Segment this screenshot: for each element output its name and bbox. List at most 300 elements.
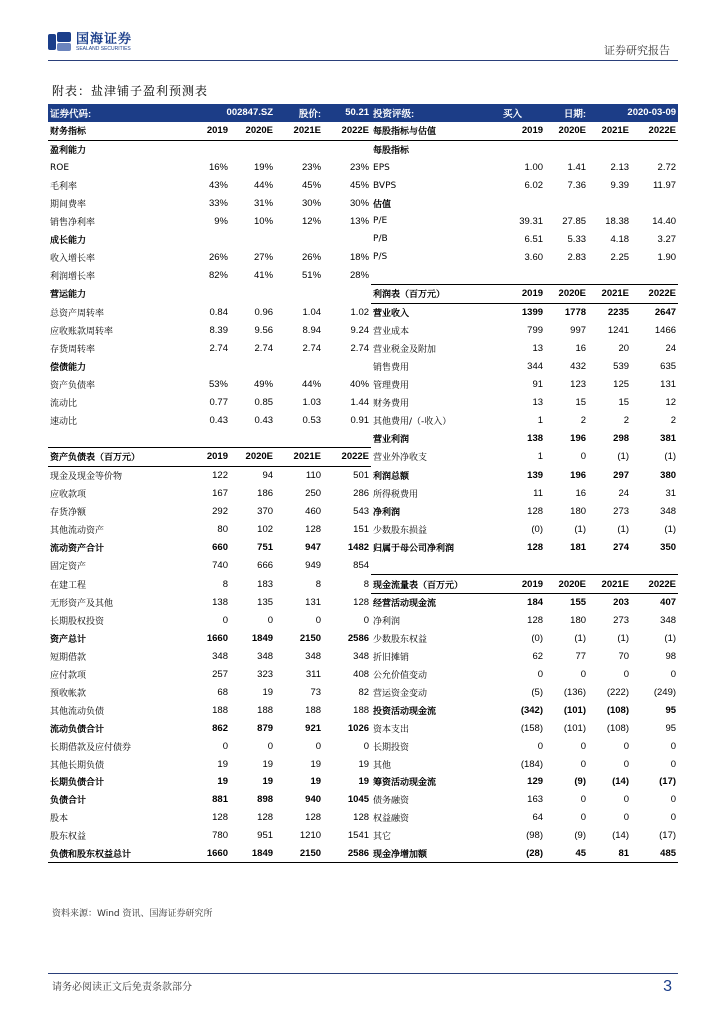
table-cell: 速动比 <box>50 416 78 427</box>
table-cell: 311 <box>305 669 322 681</box>
table-cell: (136) <box>563 686 587 698</box>
logo-name-en: SEALAND SECURITIES <box>76 46 131 52</box>
table-cell: 投资活动现金流 <box>373 706 437 717</box>
table-cell: 123 <box>570 378 587 390</box>
table-cell: (1) <box>664 523 677 535</box>
table-cell: 125 <box>613 378 630 390</box>
table-cell: 348 <box>353 651 370 663</box>
table-cell: 348 <box>660 506 677 518</box>
table-cell <box>275 284 323 303</box>
table-cell: 0 <box>623 794 630 806</box>
table-cell: 营业收入 <box>373 309 410 320</box>
page-number: 3 <box>663 978 672 995</box>
table-cell: 资产负债表（百万元） <box>48 447 180 466</box>
table-cell: (342) <box>520 704 544 716</box>
table-cell: 73 <box>310 686 322 698</box>
table-row <box>48 666 678 684</box>
table-row <box>48 466 678 484</box>
table-cell: 0 <box>267 615 274 627</box>
table-cell: 0 <box>670 812 677 824</box>
table-cell: 370 <box>257 506 274 518</box>
table-cell: 19 <box>310 776 322 788</box>
table-cell: 1660 <box>206 633 228 645</box>
table-cell: 4.18 <box>610 233 630 245</box>
table-cell: 资本支出 <box>373 724 410 735</box>
table-cell: 18.38 <box>605 215 630 227</box>
table-cell: 0.96 <box>254 306 274 318</box>
table-cell: 10% <box>254 215 274 227</box>
table-cell <box>588 266 631 284</box>
table-cell <box>545 140 588 158</box>
table-cell: 财务指标 <box>48 122 180 140</box>
table-cell: (222) <box>606 686 630 698</box>
table-cell <box>588 556 631 574</box>
table-cell <box>323 429 371 447</box>
table-cell: 131 <box>305 597 322 609</box>
rating-value: 买入 <box>501 104 545 122</box>
table-cell: 筹资活动现金流 <box>373 778 437 789</box>
table-cell <box>371 556 501 574</box>
table-cell: 9% <box>214 215 228 227</box>
table-cell: 毛利率 <box>50 182 78 192</box>
table-cell: 1210 <box>299 830 322 842</box>
table-cell: (0) <box>531 633 544 645</box>
table-cell: 26% <box>302 251 322 263</box>
table-cell: 41% <box>254 269 274 281</box>
table-cell: 19 <box>358 776 370 788</box>
table-cell: 利润总额 <box>373 472 410 482</box>
table-cell: 186 <box>257 488 274 500</box>
table-cell: 380 <box>660 470 677 481</box>
table-cell: 64 <box>532 812 544 824</box>
table-cell: 0 <box>222 615 228 627</box>
table-cell <box>230 140 275 158</box>
table-cell: 成长能力 <box>50 235 87 246</box>
table-cell: 固定资产 <box>50 561 87 572</box>
table-cell: 151 <box>353 523 370 535</box>
table-cell: (1) <box>664 451 677 463</box>
table-cell <box>631 194 678 212</box>
table-cell: 1 <box>537 451 544 463</box>
table-cell: 128 <box>527 541 544 553</box>
table-cell: 128 <box>527 615 544 627</box>
table-cell: 0.43 <box>209 414 228 426</box>
report-date: 2020-03-09 <box>588 104 678 122</box>
table-cell: 666 <box>257 559 274 571</box>
table-cell: 110 <box>305 470 322 482</box>
table-cell: 2150 <box>275 845 323 863</box>
table-cell: 951 <box>257 830 274 842</box>
table-cell: 19 <box>310 758 322 770</box>
table-cell: 0.43 <box>254 414 274 426</box>
table-cell: 881 <box>212 794 228 806</box>
table-cell: 181 <box>570 541 587 553</box>
table-cell: 0 <box>623 812 630 824</box>
table-cell: 24 <box>665 343 677 355</box>
table-cell: 135 <box>257 597 274 609</box>
table-cell: 16 <box>575 343 587 355</box>
table-cell: 2020E <box>545 575 588 594</box>
table-cell: (101) <box>563 722 587 734</box>
table-cell: (108) <box>606 704 630 716</box>
table-cell: 2021E <box>588 284 631 303</box>
table-cell: 62 <box>532 651 544 663</box>
table-cell: 19% <box>254 162 274 174</box>
table-cell: 292 <box>212 506 228 518</box>
table-cell: 2020E <box>230 122 275 140</box>
table-cell: 长期投资 <box>373 742 410 753</box>
table-cell: 盈利能力 <box>50 146 87 157</box>
table-row <box>48 212 678 230</box>
table-cell: 2020E <box>230 447 275 466</box>
table-row <box>48 122 678 140</box>
table-cell: 257 <box>212 669 228 681</box>
table-cell: 0 <box>363 615 370 627</box>
table-cell: 188 <box>353 704 370 716</box>
table-cell: 8 <box>315 578 322 590</box>
table-row <box>48 538 678 556</box>
table-cell: 2647 <box>654 307 677 319</box>
table-cell: 543 <box>353 506 370 518</box>
table-row <box>48 575 678 594</box>
table-cell: 0 <box>580 812 587 824</box>
table-cell: 无形资产及其他 <box>50 599 114 610</box>
table-cell: 30% <box>302 197 322 209</box>
table-cell: 1.44 <box>350 396 370 408</box>
table-cell: (28) <box>501 845 545 863</box>
table-cell: 现金及现金等价物 <box>50 472 123 483</box>
table-cell: 2020E <box>545 284 588 303</box>
table-cell: 68 <box>217 686 228 698</box>
table-cell: 2 <box>670 414 677 426</box>
table-cell <box>371 266 501 284</box>
table-row <box>48 357 678 375</box>
table-cell: (101) <box>563 704 587 716</box>
table-cell: 2.74 <box>302 343 322 355</box>
table-cell: 9.39 <box>610 180 630 191</box>
table-cell: 350 <box>660 541 677 553</box>
table-cell: 2019 <box>180 447 230 466</box>
table-cell: 188 <box>212 704 228 716</box>
table-cell: 股东权益 <box>50 832 87 843</box>
table-cell: 2.72 <box>657 162 677 174</box>
table-cell: 2019 <box>501 122 545 140</box>
table-cell: 2.25 <box>610 251 630 263</box>
table-cell: 16% <box>208 162 228 174</box>
table-cell: 799 <box>527 325 544 337</box>
table-cell: 348 <box>305 651 322 663</box>
table-cell: 1026 <box>347 722 370 734</box>
table-cell: 0.85 <box>254 396 274 408</box>
table-cell: 45% <box>350 180 370 191</box>
table-row <box>48 322 678 340</box>
table-cell: 15 <box>575 396 587 408</box>
table-cell: 1778 <box>564 307 587 319</box>
table-cell: 0 <box>537 740 544 752</box>
table-cell: (9) <box>574 776 587 788</box>
table-cell: P/S <box>373 252 388 263</box>
table-cell: 2021E <box>588 575 631 594</box>
table-cell: 2020E <box>545 122 588 140</box>
forecast-table <box>48 104 678 863</box>
table-row <box>48 556 678 574</box>
date-label: 日期: <box>545 104 588 122</box>
table-cell: (17) <box>659 830 677 842</box>
table-cell: 128 <box>305 812 322 824</box>
table-cell: 19 <box>262 686 274 698</box>
table-cell: 45 <box>545 845 588 863</box>
table-cell: 资产负债率 <box>50 380 96 391</box>
table-cell: 879 <box>257 722 274 734</box>
table-cell <box>230 429 275 447</box>
table-cell: 负债和股东权益总计 <box>48 845 180 863</box>
table-cell: (249) <box>653 686 677 698</box>
table-cell: 长期负债合计 <box>50 778 105 789</box>
table-cell: 344 <box>527 360 544 372</box>
table-cell: (9) <box>574 830 587 842</box>
table-cell: 82% <box>208 269 228 281</box>
table-cell: 24 <box>618 488 630 500</box>
table-cell: (14) <box>612 776 630 788</box>
table-cell: 2.13 <box>610 162 630 174</box>
table-cell: 183 <box>257 578 274 590</box>
table-cell: 155 <box>570 597 587 609</box>
table-cell: (108) <box>606 722 630 734</box>
table-cell: 1849 <box>230 845 275 863</box>
table-cell: 估值 <box>373 199 392 210</box>
table-cell: 949 <box>305 559 322 571</box>
table-cell: 138 <box>527 432 544 444</box>
table-cell: 12% <box>302 215 322 227</box>
table-cell: 30% <box>350 197 370 209</box>
table-cell: 381 <box>660 432 677 444</box>
table-cell <box>180 357 230 375</box>
table-cell: (1) <box>574 633 587 645</box>
table-cell: 营业税金及附加 <box>373 345 437 356</box>
table-cell: (1) <box>617 523 630 535</box>
table-cell: 其它 <box>373 832 392 843</box>
table-cell: 经营活动现金流 <box>373 599 437 610</box>
table-cell: 23% <box>302 162 322 174</box>
table-cell: 31 <box>665 488 677 500</box>
rating-label: 投资评级: <box>371 104 501 122</box>
table-cell: 2 <box>580 414 587 426</box>
table-cell: 81 <box>588 845 631 863</box>
table-cell: 0 <box>580 758 587 770</box>
table-cell <box>323 140 371 158</box>
table-cell: 921 <box>305 722 322 734</box>
table-cell: 2235 <box>607 307 630 319</box>
table-cell: 1.02 <box>350 306 370 318</box>
table-row <box>48 266 678 284</box>
table-cell <box>631 140 678 158</box>
table-row <box>48 194 678 212</box>
table-cell: 1.03 <box>302 396 322 408</box>
table-cell: 27% <box>254 251 274 263</box>
table-cell: 780 <box>212 830 228 842</box>
table-cell: 408 <box>353 669 370 681</box>
table-cell: 财务费用 <box>373 398 410 409</box>
table-cell: 102 <box>257 523 274 535</box>
table-cell: 股本 <box>50 814 69 825</box>
table-cell: 485 <box>631 845 678 863</box>
table-cell: 5.33 <box>567 233 587 245</box>
table-cell: 2021E <box>588 122 631 140</box>
sealand-logo <box>48 32 132 54</box>
table-cell: 15 <box>618 396 630 408</box>
table-cell: 每股指标与估值 <box>371 122 501 140</box>
table-cell: 短期借款 <box>50 653 87 664</box>
table-cell <box>230 284 275 303</box>
table-cell: 196 <box>570 432 587 444</box>
table-cell: (0) <box>531 523 544 535</box>
table-cell: 其他 <box>373 760 392 771</box>
table-cell: 323 <box>257 669 274 681</box>
table-cell: 39.31 <box>519 215 544 227</box>
table-cell: 应付款项 <box>50 671 87 682</box>
table-cell: 997 <box>570 325 587 337</box>
table-cell: 13 <box>532 343 544 355</box>
table-cell: 16 <box>575 488 587 500</box>
table-cell: 3.60 <box>524 251 544 263</box>
table-cell: 180 <box>570 615 587 627</box>
table-cell <box>631 266 678 284</box>
table-cell: 180 <box>570 506 587 518</box>
table-row <box>48 485 678 503</box>
table-cell: 0.91 <box>350 414 370 426</box>
table-cell: 740 <box>212 559 228 571</box>
table-cell: 19 <box>262 776 274 788</box>
table-cell: 45% <box>302 180 322 191</box>
table-cell: 70 <box>618 651 630 663</box>
table-cell: 2586 <box>347 633 370 645</box>
table-cell: 应收账款周转率 <box>50 327 114 338</box>
table-cell: 11 <box>533 488 544 500</box>
table-cell: 31% <box>254 197 274 209</box>
table-cell: 8.39 <box>209 325 228 337</box>
table-cell: 43% <box>208 180 228 191</box>
table-cell <box>323 230 371 248</box>
table-cell: 管理费用 <box>373 380 410 391</box>
table-cell <box>275 140 323 158</box>
table-cell: 少数股东权益 <box>373 635 428 646</box>
table-row <box>48 503 678 521</box>
table-cell: P/B <box>373 234 388 245</box>
table-cell: 0.77 <box>209 396 228 408</box>
table-cell: 2.74 <box>350 343 370 355</box>
table-cell <box>275 429 323 447</box>
table-cell: 流动负债合计 <box>50 724 105 735</box>
table-cell: 163 <box>527 794 544 806</box>
table-cell: (1) <box>664 633 677 645</box>
table-row <box>48 177 678 195</box>
table-cell: 6.51 <box>524 233 544 245</box>
table-cell: 184 <box>527 597 544 609</box>
table-cell: 122 <box>212 470 228 482</box>
table-cell: 存货净额 <box>50 508 87 519</box>
table-cell: 3.27 <box>657 233 677 245</box>
table-cell: 14.40 <box>652 215 677 227</box>
table-cell: 1.41 <box>567 162 587 174</box>
table-cell: 所得税费用 <box>373 490 419 501</box>
table-cell: 138 <box>212 597 228 609</box>
table-cell <box>501 194 545 212</box>
table-cell: 0 <box>537 669 544 681</box>
table-cell: 77 <box>575 651 587 663</box>
table-cell: 2022E <box>631 575 678 594</box>
stock-price: 50.21 <box>323 104 371 122</box>
table-row <box>48 284 678 303</box>
table-cell: 407 <box>660 597 677 609</box>
table-cell: 1482 <box>347 541 370 553</box>
table-row <box>48 340 678 358</box>
table-cell: 0 <box>623 758 630 770</box>
table-cell: 27.85 <box>562 215 587 227</box>
table-cell: 188 <box>257 704 274 716</box>
table-cell: 539 <box>613 360 630 372</box>
table-cell: 资产总计 <box>50 635 87 646</box>
data-source: 资料来源：Wind 资讯、国海证券研究所 <box>52 909 213 919</box>
table-cell: 0 <box>580 451 587 463</box>
table-cell: 297 <box>613 470 630 481</box>
table-cell <box>180 429 230 447</box>
table-row <box>48 845 678 863</box>
table-cell: 82 <box>358 686 370 698</box>
table-cell: 1241 <box>607 325 630 337</box>
table-cell: 0 <box>670 669 677 681</box>
table-row <box>48 755 678 773</box>
table-cell: 8 <box>363 578 370 590</box>
table-cell: 现金净增加额 <box>371 845 501 863</box>
stock-code: 002847.SZ <box>180 104 275 122</box>
table-cell: 348 <box>257 651 274 663</box>
table-cell: 0 <box>315 615 322 627</box>
table-cell: 660 <box>212 541 228 553</box>
table-cell: (184) <box>520 758 544 770</box>
table-row <box>48 140 678 158</box>
report-type: 证券研究报告 <box>604 44 670 57</box>
table-cell: 12 <box>665 396 677 408</box>
table-cell: 18% <box>350 251 370 263</box>
table-cell: 33% <box>208 197 228 209</box>
table-row <box>48 303 678 321</box>
table-cell <box>230 230 275 248</box>
table-cell: 898 <box>257 794 274 806</box>
table-cell: 2019 <box>501 575 545 594</box>
table-cell: 存货周转率 <box>50 345 96 356</box>
table-cell: 2021E <box>275 122 323 140</box>
table-cell: 2.74 <box>254 343 274 355</box>
table-cell: 流动比 <box>50 398 78 409</box>
table-cell: 19 <box>217 776 228 788</box>
table-cell: 折旧摊销 <box>373 653 410 664</box>
table-row <box>48 520 678 538</box>
table-cell: 19 <box>262 758 274 770</box>
table-cell: 1.04 <box>302 306 322 318</box>
table-cell: 250 <box>305 488 322 500</box>
table-cell: 19 <box>358 758 370 770</box>
table-cell <box>275 230 323 248</box>
table-cell: 2021E <box>275 447 323 466</box>
table-cell: 95 <box>665 704 677 716</box>
table-cell <box>631 556 678 574</box>
info-row <box>48 104 678 122</box>
table-cell: 其他流动负债 <box>50 706 105 717</box>
table-cell: 128 <box>257 812 274 824</box>
table-cell: 274 <box>613 541 630 553</box>
table-cell: 2.83 <box>567 251 587 263</box>
table-cell: 0.84 <box>209 306 228 318</box>
